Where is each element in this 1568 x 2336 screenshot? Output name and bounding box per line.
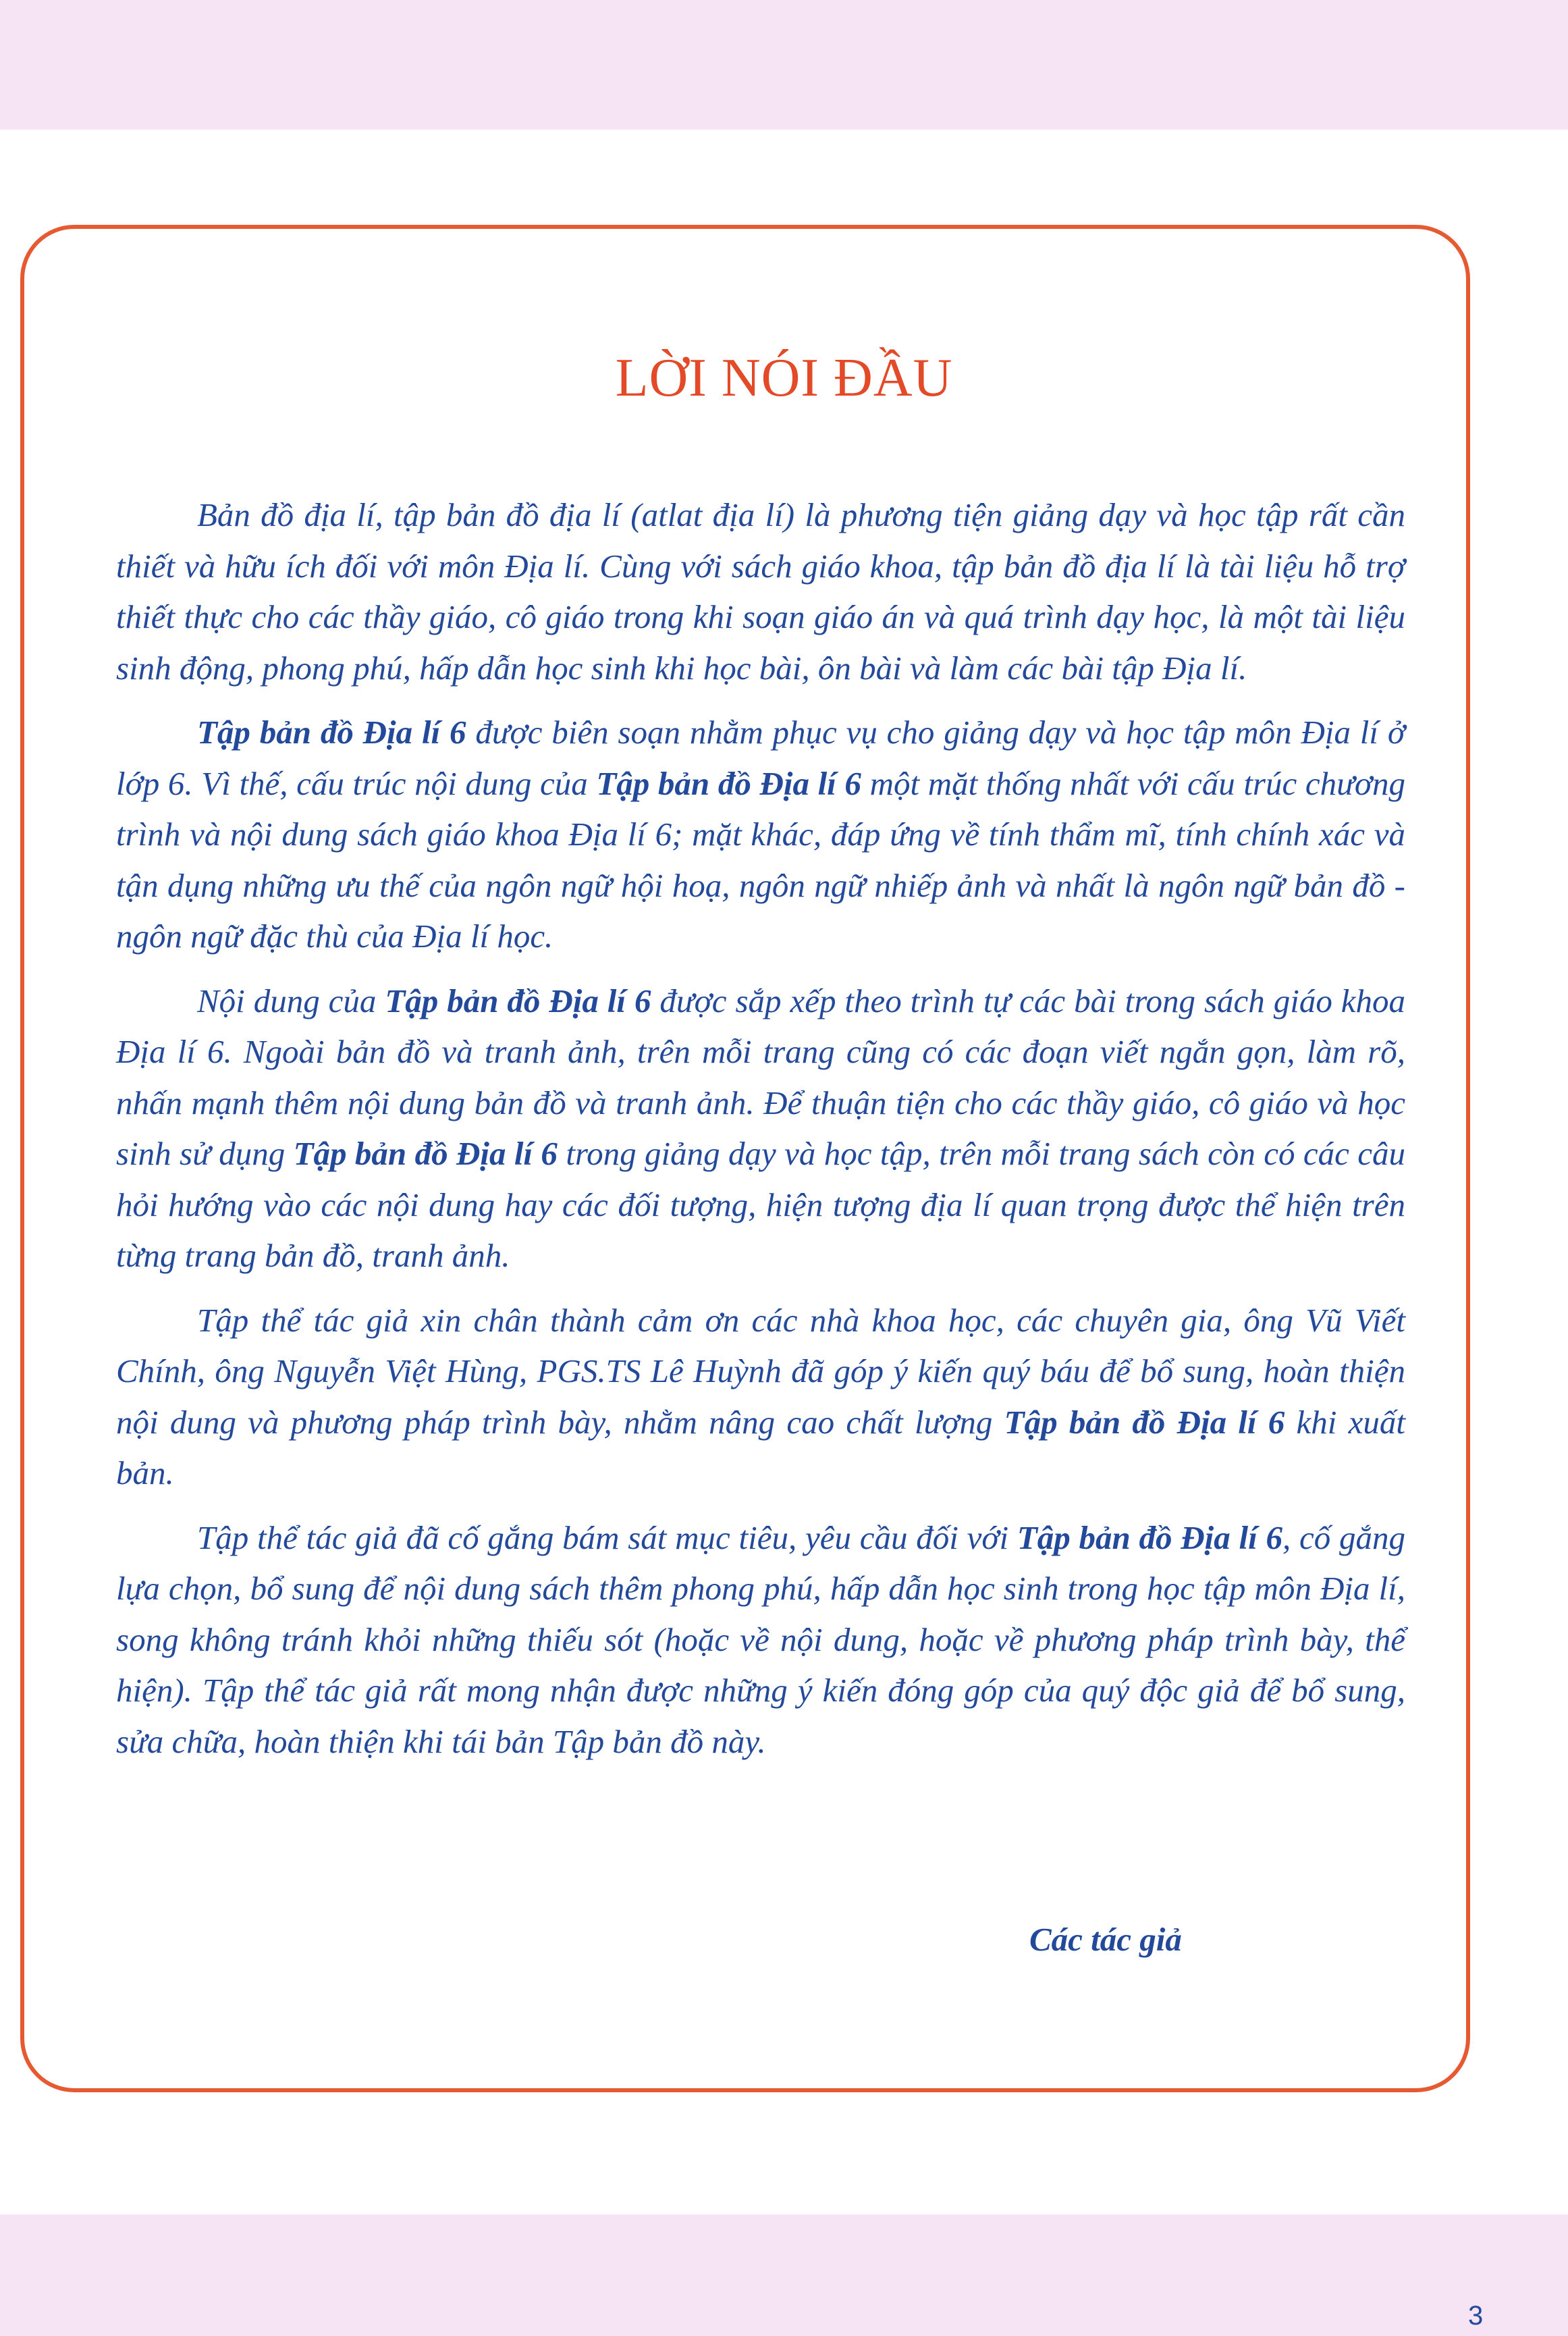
book-title-emphasis: Tập bản đồ Địa lí 6 bbox=[1004, 1403, 1285, 1441]
author-signature: Các tác giả bbox=[1029, 1921, 1182, 1958]
paragraph-text: được sắp xếp theo trình tự các bài trong sách giáo khoa Địa lí 6. Ngoài bản đồ và tranh ảnh, trên mỗi trang cũng có các đoạn viết ngắn gọn, làm rõ, nhấn mạnh thêm nội dung bản đồ và tranh ảnh. Để thuận tiện cho các thầy giáo, cô giáo và học sinh sử dụng bbox=[116, 982, 1406, 1172]
paragraph bbox=[116, 707, 1405, 962]
book-title-emphasis: Tập bản đồ Địa lí 6 bbox=[293, 1135, 558, 1172]
paragraph-text: , cố gắng lựa chọn, bổ sung để nội dung sách thêm phong phú, hấp dẫn học sinh trong học tập môn Địa lí, song không tránh khỏi những thiếu sót (hoặc về nội dung, hoặc về phương pháp trình bày, thể hiện). Tập thể tác giả rất mong nhận được những ý kiến đóng góp của quý độc giả để bổ sung, sửa chữa, hoàn thiện khi tái bản Tập bản đồ này. bbox=[116, 1518, 1406, 1760]
preface-body bbox=[116, 489, 1405, 1767]
book-title-emphasis: Tập bản đồ Địa lí 6 bbox=[1017, 1518, 1283, 1556]
paragraph-text: một mặt thống nhất với cấu trúc chương trình và nội dung sách giáo khoa Địa lí 6; mặt khác, đáp ứng về tính thẩm mĩ, tính chính xác và tận dụng những ưu thế của ngôn ngữ hội hoạ, ngôn ngữ nhiếp ảnh và nhất là ngôn ngữ bản đồ - ngôn ngữ đặc thù của Địa lí học. bbox=[116, 764, 1406, 955]
page-number: 3 bbox=[1468, 2301, 1484, 2331]
paragraph bbox=[116, 1512, 1405, 1768]
paragraph-text: Tập thể tác giả đã cố gắng bám sát mục tiêu, yêu cầu đối với bbox=[197, 1518, 1017, 1556]
paragraph bbox=[116, 489, 1405, 693]
book-title-emphasis: Tập bản đồ Địa lí 6 bbox=[385, 982, 651, 1019]
paragraph-text: Tập thể tác giả xin chân thành cảm ơn các nhà khoa học, các chuyên gia, ông Vũ Viết Chính, ông Nguyễn Việt Hùng, PGS.TS Lê Huỳnh đã góp ý kiến quý báu để bổ sung, hoàn thiện nội dung và phương pháp trình bày, nhằm nâng cao chất lượng bbox=[116, 1301, 1405, 1441]
book-title-emphasis: Tập bản đồ Địa lí 6 bbox=[197, 714, 466, 751]
paragraph-text: Nội dung của bbox=[197, 982, 385, 1019]
paragraph-text: được biên soạn nhằm phục vụ cho giảng dạy và học tập môn Địa lí ở lớp 6. Vì thế, cấu trúc nội dung của bbox=[116, 714, 1405, 802]
page-title: LỜI NÓI ĐẦU bbox=[615, 348, 953, 408]
book-title-emphasis: Tập bản đồ Địa lí 6 bbox=[596, 764, 861, 802]
paragraph-text: Bản đồ địa lí, tập bản đồ địa lí (atlat địa lí) là phương tiện giảng dạy và học tập rất cần thiết và hữu ích đối với môn Địa lí. Cùng với sách giáo khoa, tập bản đồ địa lí là tài liệu hỗ trợ thiết thực cho các thầy giáo, cô giáo trong khi soạn giáo án và quá trình dạy học, là một tài liệu sinh động, phong phú, hấp dẫn học sinh khi học bài, ôn bài và làm các bài tập Địa lí. bbox=[116, 496, 1405, 687]
paragraph-text: trong giảng dạy và học tập, trên mỗi trang sách còn có các câu hỏi hướng vào các nội dung hay các đối tượng, hiện tượng địa lí quan trọng được thể hiện trên từng trang bản đồ, tranh ảnh. bbox=[116, 1135, 1405, 1274]
paragraph-text: khi xuất bản. bbox=[116, 1403, 1405, 1491]
paragraph bbox=[116, 976, 1405, 1281]
bottom-decorative-band bbox=[0, 2214, 1568, 2336]
top-decorative-band bbox=[0, 0, 1568, 130]
paragraph bbox=[116, 1295, 1405, 1499]
